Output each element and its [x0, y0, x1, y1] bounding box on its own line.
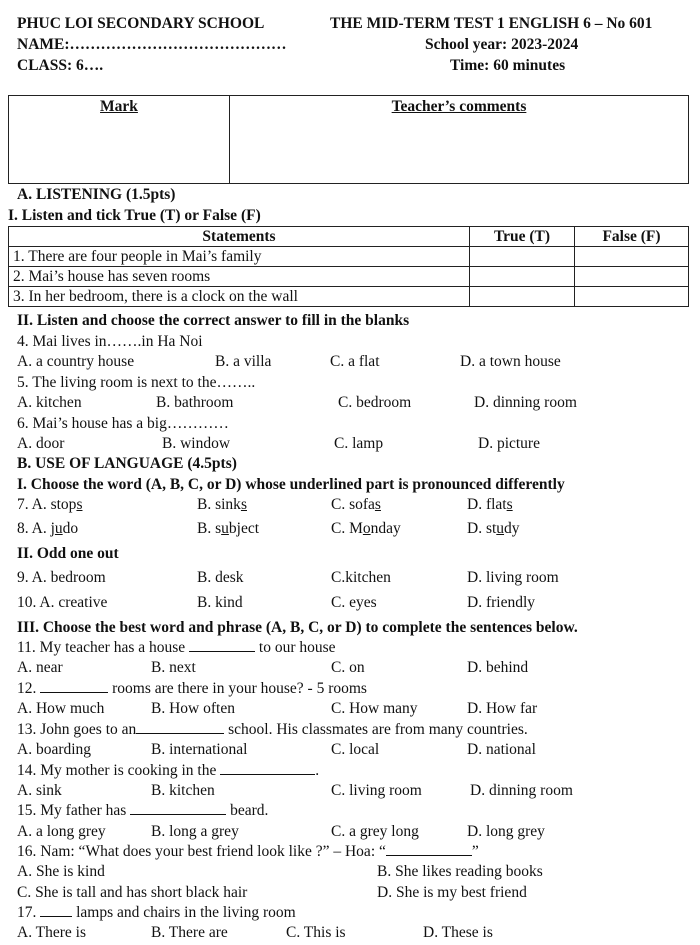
q14-blank[interactable] [220, 762, 315, 775]
test-title: THE MID-TERM TEST 1 ENGLISH 6 – No 601 [330, 15, 653, 32]
school-year: School year: 2023-2024 [425, 36, 579, 53]
table-row [9, 287, 689, 307]
true-cell[interactable] [470, 287, 575, 307]
statement-text: 2. Mai’s house has seven rooms [9, 267, 470, 287]
q12-option-d: D. How far [467, 700, 538, 717]
false-cell[interactable] [575, 287, 689, 307]
q11-blank[interactable] [189, 639, 255, 652]
q12-blank[interactable] [40, 680, 108, 693]
q17-option-c: C. This is [286, 924, 346, 941]
question-6: 6. Mai’s house has a big………… [17, 415, 229, 432]
section-b-title: B. USE OF LANGUAGE (4.5pts) [17, 455, 237, 472]
q12-option-b: B. How often [151, 700, 235, 717]
statement-text: 1. There are four people in Mai’s family [9, 247, 470, 267]
q12-option-c: C. How many [331, 700, 418, 717]
section-a-title: A. LISTENING (1.5pts) [17, 186, 176, 203]
school-name: PHUC LOI SECONDARY SCHOOL [17, 15, 265, 32]
listening-part2-title: II. Listen and choose the correct answer to fill in the blanks [17, 312, 410, 329]
q15-option-d: D. long grey [467, 823, 545, 840]
q5-option-a: A. kitchen [17, 394, 82, 411]
q10-option-b: B. kind [197, 594, 243, 611]
name-field: NAME:…………………………………… [17, 36, 287, 53]
q9-option-b: B. desk [197, 569, 244, 586]
table-row [9, 247, 689, 267]
q16-option-d: D. She is my best friend [377, 884, 527, 901]
q10-option-a: 10. A. creative [17, 594, 108, 611]
q14-option-b: B. kitchen [151, 782, 215, 799]
false-cell[interactable] [575, 247, 689, 267]
q7-option-a: 7. A. stops [17, 496, 83, 513]
false-cell[interactable] [575, 267, 689, 287]
q17-option-d: D. These is [423, 924, 493, 941]
q7-option-d: D. flats [467, 496, 513, 513]
q11-option-d: D. behind [467, 659, 529, 676]
question-5: 5. The living room is next to the…….. [17, 374, 256, 391]
comments-header: Teacher’s comments [391, 98, 527, 115]
q6-option-c: C. lamp [334, 435, 384, 452]
q10-option-c: C. eyes [331, 594, 377, 611]
q16-blank[interactable] [386, 843, 472, 856]
q4-option-b: B. a villa [215, 353, 272, 370]
q11-option-b: B. next [151, 659, 196, 676]
language-part3-title: III. Choose the best word and phrase (A, B, C, or D) to complete the sentences below. [17, 619, 578, 636]
mark-header: Mark [100, 98, 138, 115]
q9-option-d: D. living room [467, 569, 559, 586]
q5-option-d: D. dinning room [474, 394, 577, 411]
q4-option-c: C. a flat [330, 353, 380, 370]
q16-option-a: A. She is kind [17, 863, 105, 880]
q13-option-d: D. national [467, 741, 536, 758]
q17-blank[interactable] [40, 904, 72, 917]
q7-option-c: C. sofas [331, 496, 381, 513]
question-11: 11. My teacher has a house to our house [17, 639, 336, 656]
q8-option-a: 8. A. judo [17, 520, 79, 537]
true-cell[interactable] [470, 267, 575, 287]
q5-option-b: B. bathroom [156, 394, 234, 411]
question-14: 14. My mother is cooking in the . [17, 762, 320, 779]
col-statements: Statements [9, 227, 470, 247]
true-cell[interactable] [470, 247, 575, 267]
question-13: 13. John goes to an school. His classmates are from many countries. [17, 721, 528, 738]
q16-option-b: B. She likes reading books [377, 863, 543, 880]
q11-option-a: A. near [17, 659, 63, 676]
q13-blank[interactable] [136, 721, 224, 734]
q14-option-a: A. sink [17, 782, 62, 799]
true-false-table [8, 226, 689, 307]
class-field: CLASS: 6…. [17, 57, 104, 74]
q13-option-b: B. international [151, 741, 248, 758]
q13-option-a: A. boarding [17, 741, 92, 758]
q17-option-b: B. There are [151, 924, 228, 941]
q4-option-d: D. a town house [460, 353, 561, 370]
q12-option-a: A. How much [17, 700, 105, 717]
q5-option-c: C. bedroom [338, 394, 412, 411]
question-12: 12. rooms are there in your house? - 5 rooms [17, 680, 367, 697]
q8-option-c: C. Monday [331, 520, 401, 537]
q11-option-c: C. on [331, 659, 365, 676]
question-4: 4. Mai lives in…….in Ha Noi [17, 333, 203, 350]
q14-option-d: D. dinning room [470, 782, 573, 799]
q13-option-c: C. local [331, 741, 380, 758]
q17-option-a: A. There is [17, 924, 87, 941]
language-part2-title: II. Odd one out [17, 545, 119, 562]
question-15: 15. My father has beard. [17, 802, 269, 819]
q15-option-a: A. a long grey [17, 823, 106, 840]
listening-part1-title: I. Listen and tick True (T) or False (F) [8, 207, 261, 224]
question-17: 17. lamps and chairs in the living room [17, 904, 296, 921]
q9-option-a: 9. A. bedroom [17, 569, 106, 586]
q16-option-c: C. She is tall and has short black hair [17, 884, 248, 901]
table-row [9, 267, 689, 287]
statement-text: 3. In her bedroom, there is a clock on the wall [9, 287, 470, 307]
q6-option-a: A. door [17, 435, 65, 452]
col-false: False (F) [575, 227, 689, 247]
question-16: 16. Nam: “What does your best friend look like ?” – Hoa: “ ” [17, 843, 479, 860]
col-true: True (T) [470, 227, 575, 247]
test-time: Time: 60 minutes [450, 57, 566, 74]
q8-option-d: D. study [467, 520, 520, 537]
q6-option-d: D. picture [478, 435, 540, 452]
q9-option-c: C.kitchen [331, 569, 391, 586]
mark-table [8, 95, 689, 184]
q4-option-a: A. a country house [17, 353, 135, 370]
q15-blank[interactable] [130, 802, 226, 815]
q10-option-d: D. friendly [467, 594, 536, 611]
q15-option-b: B. long a grey [151, 823, 239, 840]
language-part1-title: I. Choose the word (A, B, C, or D) whose underlined part is pronounced differently [17, 476, 565, 493]
q8-option-b: B. subject [197, 520, 260, 537]
q14-option-c: C. living room [331, 782, 422, 799]
q15-option-c: C. a grey long [331, 823, 419, 840]
q6-option-b: B. window [162, 435, 231, 452]
q7-option-b: B. sinks [197, 496, 247, 513]
